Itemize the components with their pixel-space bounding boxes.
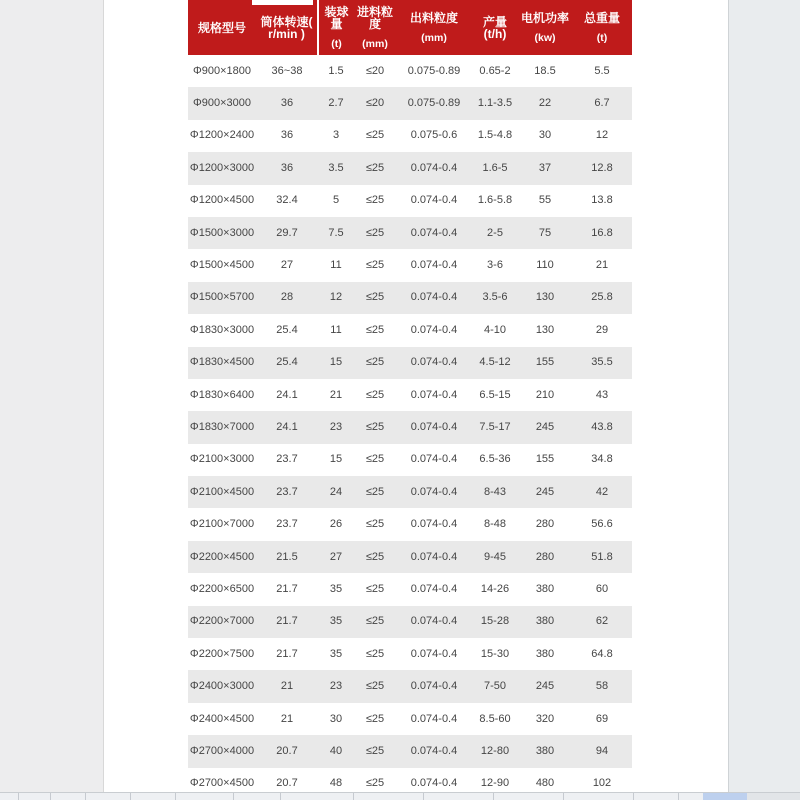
table-cell: 94	[595, 744, 609, 757]
scroll-highlight-segment	[703, 793, 747, 800]
table-cell: Φ2400×3000	[189, 680, 255, 693]
table-row	[188, 735, 632, 767]
table-cell: Φ2700×4500	[189, 777, 255, 790]
table-cell: 0.074-0.4	[410, 550, 458, 563]
table-cell: 0.074-0.4	[410, 356, 458, 369]
table-cell: 9-45	[483, 550, 507, 563]
table-cell: 3-6	[487, 259, 503, 272]
table-cell: 0.074-0.4	[410, 291, 458, 304]
table-cell: 0.65-2	[479, 64, 511, 77]
grid-tick	[563, 793, 564, 800]
table-cell: ≤25	[365, 226, 385, 239]
table-row	[188, 573, 632, 605]
table-cell: 36	[280, 129, 294, 142]
table-row	[188, 185, 632, 217]
table-cell: 0.074-0.4	[410, 485, 458, 498]
table-cell: 25.8	[591, 291, 613, 304]
table-cell: 36~38	[271, 64, 303, 77]
column-header-unit: (t)	[596, 31, 608, 44]
column-header-label: 出料粒度	[409, 10, 458, 25]
table-cell: 12.8	[591, 161, 613, 174]
table-cell: 21.7	[276, 615, 298, 628]
right-page-margin	[728, 0, 800, 793]
table-cell: 16.8	[591, 226, 613, 239]
table-cell: 0.074-0.4	[410, 323, 458, 336]
table-cell: ≤25	[365, 615, 385, 628]
table-row	[188, 670, 632, 702]
table-cell: 24	[329, 485, 343, 498]
table-cell: 7.5-17	[479, 420, 511, 433]
table-cell: 32.4	[276, 194, 298, 207]
table-cell: 28	[280, 291, 294, 304]
header-top-notch	[252, 0, 313, 5]
table-cell: 40	[329, 744, 343, 757]
table-cell: 35	[329, 582, 343, 595]
table-cell: 64.8	[591, 647, 613, 660]
table-cell: 29	[595, 323, 609, 336]
table-cell: 0.075-0.89	[407, 64, 461, 77]
table-cell: 11	[330, 259, 342, 272]
table-cell: ≤25	[365, 680, 385, 693]
grid-tick	[633, 793, 634, 800]
table-row	[188, 444, 632, 476]
table-cell: 4.5-12	[479, 356, 511, 369]
table-cell: 36	[280, 161, 294, 174]
column-header-4	[396, 0, 472, 55]
table-row	[188, 152, 632, 184]
table-cell: 21	[595, 259, 609, 272]
table-row	[188, 314, 632, 346]
table-cell: 6.5-36	[479, 453, 511, 466]
table-cell: 102	[592, 777, 612, 790]
table-cell: 280	[535, 518, 555, 531]
table-cell: 11	[330, 323, 342, 336]
grid-tick	[353, 793, 354, 800]
table-cell: 35	[329, 647, 343, 660]
table-cell: 30	[329, 712, 343, 725]
table-cell: 3.5	[328, 161, 344, 174]
table-cell: 380	[535, 615, 555, 628]
table-row	[188, 606, 632, 638]
table-cell: 8-43	[483, 485, 507, 498]
table-cell: 35.5	[591, 356, 613, 369]
table-cell: 7-50	[483, 680, 507, 693]
table-cell: Φ900×1800	[192, 64, 252, 77]
table-cell: 20.7	[276, 744, 298, 757]
table-cell: 480	[535, 777, 555, 790]
table-cell: 0.074-0.4	[410, 680, 458, 693]
table-row	[188, 217, 632, 249]
grid-tick	[233, 793, 234, 800]
table-cell: 23.7	[276, 518, 298, 531]
table-cell: Φ1500×3000	[189, 226, 255, 239]
table-cell: 43	[595, 388, 609, 401]
table-cell: 15-30	[480, 647, 510, 660]
table-cell: Φ2400×4500	[189, 712, 255, 725]
table-cell: 130	[535, 323, 555, 336]
table-cell: 23.7	[276, 453, 298, 466]
table-cell: 62	[595, 615, 609, 628]
table-cell: 0.074-0.4	[410, 647, 458, 660]
table-cell: Φ2200×7500	[189, 647, 255, 660]
grid-tick	[18, 793, 19, 800]
column-header-label: 总重量	[583, 10, 620, 25]
table-cell: 36	[280, 97, 294, 110]
table-cell: 12	[595, 129, 609, 142]
column-header-3	[354, 0, 396, 55]
table-cell: 26	[329, 518, 343, 531]
table-cell: 35	[329, 615, 343, 628]
table-cell: 1.1-3.5	[477, 97, 513, 110]
table-cell: ≤20	[365, 97, 385, 110]
table-cell: Φ1830×7000	[189, 420, 255, 433]
grid-tick	[423, 793, 424, 800]
table-cell: 0.074-0.4	[410, 259, 458, 272]
table-cell: ≤25	[365, 777, 385, 790]
table-cell: 60	[595, 582, 609, 595]
table-cell: 130	[535, 291, 555, 304]
column-header-unit: (mm)	[362, 37, 388, 50]
table-cell: 5	[332, 194, 340, 207]
table-cell: 1.5	[328, 64, 344, 77]
table-cell: ≤25	[365, 485, 385, 498]
grid-tick	[50, 793, 51, 800]
table-cell: 69	[595, 712, 609, 725]
table-row	[188, 508, 632, 540]
grid-tick	[175, 793, 176, 800]
table-cell: ≤25	[365, 259, 385, 272]
table-row	[188, 87, 632, 119]
column-header-label: 规格型号	[197, 20, 246, 35]
table-cell: 15	[329, 453, 343, 466]
table-cell: 8-48	[483, 518, 507, 531]
table-cell: Φ2200×4500	[189, 550, 255, 563]
table-cell: ≤25	[365, 582, 385, 595]
table-cell: 29.7	[276, 226, 298, 239]
table-cell: ≤25	[365, 744, 385, 757]
table-cell: 15-28	[480, 615, 510, 628]
table-cell: Φ1200×3000	[189, 161, 255, 174]
table-cell: ≤25	[365, 323, 385, 336]
column-header-label: 电机功率	[520, 10, 569, 25]
table-cell: 2-5	[487, 226, 503, 239]
table-cell: 75	[538, 226, 552, 239]
table-cell: 0.074-0.4	[410, 453, 458, 466]
table-cell: Φ1830×6400	[189, 388, 255, 401]
header-row	[188, 0, 632, 55]
spec-table	[188, 0, 632, 800]
table-cell: ≤20	[365, 64, 385, 77]
column-header-5	[472, 0, 518, 55]
table-cell: 7.5	[328, 226, 344, 239]
table-cell: 22	[538, 97, 552, 110]
table-cell: Φ2200×7000	[189, 615, 255, 628]
table-cell: 55	[538, 194, 552, 207]
column-header-0	[188, 0, 256, 55]
table-cell: 0.074-0.4	[410, 582, 458, 595]
column-header-label: 进料粒度	[356, 4, 393, 31]
table-cell: 210	[535, 388, 555, 401]
table-cell: 56.6	[591, 518, 613, 531]
table-cell: 21	[280, 712, 294, 725]
table-cell: Φ1200×4500	[189, 194, 255, 207]
table-cell: 15	[329, 356, 343, 369]
table-cell: 0.075-0.89	[407, 97, 461, 110]
table-cell: ≤25	[365, 388, 385, 401]
table-cell: 0.074-0.4	[410, 615, 458, 628]
column-header-label: 产量(t/h)	[482, 14, 507, 41]
grid-tick	[280, 793, 281, 800]
table-cell: 245	[535, 485, 555, 498]
table-cell: Φ1500×4500	[189, 259, 255, 272]
table-cell: ≤25	[365, 518, 385, 531]
table-cell: 245	[535, 680, 555, 693]
column-header-unit: (kw)	[534, 31, 556, 44]
table-cell: 14-26	[480, 582, 510, 595]
table-cell: 27	[280, 259, 294, 272]
table-cell: 0.075-0.6	[410, 129, 458, 142]
table-cell: 51.8	[591, 550, 613, 563]
table-cell: 280	[535, 550, 555, 563]
table-cell: 1.5-4.8	[477, 129, 513, 142]
table-cell: 2.7	[328, 97, 344, 110]
table-cell: 42	[595, 485, 609, 498]
spec-table-body	[188, 55, 632, 800]
table-cell: 320	[535, 712, 555, 725]
table-cell: 34.8	[591, 453, 613, 466]
table-cell: 4-10	[483, 323, 507, 336]
table-cell: 23.7	[276, 485, 298, 498]
table-cell: 48	[329, 777, 343, 790]
table-cell: 5.5	[594, 64, 610, 77]
table-cell: 155	[535, 453, 555, 466]
table-cell: Φ2100×3000	[189, 453, 255, 466]
table-cell: 23	[329, 420, 343, 433]
table-cell: 21	[280, 680, 294, 693]
table-cell: ≤25	[365, 550, 385, 563]
table-cell: 6.7	[594, 97, 610, 110]
table-cell: Φ1200×2400	[189, 129, 255, 142]
table-row	[188, 411, 632, 443]
grid-tick	[493, 793, 494, 800]
table-cell: ≤25	[365, 194, 385, 207]
table-cell: 21.5	[276, 550, 298, 563]
table-cell: 25.4	[276, 356, 298, 369]
column-header-1	[256, 0, 318, 55]
table-cell: Φ1500×5700	[189, 291, 255, 304]
column-header-7	[572, 0, 632, 55]
bottom-strip-right-segment	[747, 793, 800, 800]
column-header-unit: (t)	[331, 37, 342, 50]
table-row	[188, 379, 632, 411]
table-cell: 24.1	[276, 420, 298, 433]
column-header-6	[518, 0, 572, 55]
table-cell: Φ1830×3000	[189, 323, 255, 336]
column-header-label: 筒体转速( r/min )	[260, 14, 313, 41]
column-header-label: 装球量	[324, 4, 349, 31]
table-cell: Φ900×3000	[192, 97, 252, 110]
table-row	[188, 282, 632, 314]
table-cell: 13.8	[591, 194, 613, 207]
table-cell: Φ2100×7000	[189, 518, 255, 531]
column-header-unit: (mm)	[421, 31, 447, 44]
table-cell: 155	[535, 356, 555, 369]
table-row	[188, 703, 632, 735]
table-row	[188, 55, 632, 87]
table-cell: 8.5-60	[479, 712, 511, 725]
table-cell: ≤25	[365, 453, 385, 466]
table-cell: 3	[332, 129, 340, 142]
table-cell: 24.1	[276, 388, 298, 401]
grid-tick	[678, 793, 679, 800]
grid-tick	[130, 793, 131, 800]
spec-table-head	[188, 0, 632, 55]
table-row	[188, 249, 632, 281]
table-cell: Φ2700×4000	[189, 744, 255, 757]
table-cell: 0.074-0.4	[410, 777, 458, 790]
table-cell: 380	[535, 647, 555, 660]
grid-tick	[85, 793, 86, 800]
column-header-2	[318, 0, 354, 55]
table-cell: 6.5-15	[479, 388, 511, 401]
table-cell: ≤25	[365, 291, 385, 304]
table-row	[188, 120, 632, 152]
table-cell: 0.074-0.4	[410, 194, 458, 207]
table-cell: ≤25	[365, 161, 385, 174]
table-cell: 27	[329, 550, 343, 563]
left-page-margin	[0, 0, 104, 793]
table-cell: 0.074-0.4	[410, 744, 458, 757]
table-cell: 21.7	[276, 582, 298, 595]
table-cell: Φ1830×4500	[189, 356, 255, 369]
table-cell: Φ2100×4500	[189, 485, 255, 498]
table-row	[188, 541, 632, 573]
table-cell: 20.7	[276, 777, 298, 790]
table-cell: ≤25	[365, 420, 385, 433]
table-cell: 0.074-0.4	[410, 712, 458, 725]
table-cell: 25.4	[276, 323, 298, 336]
table-cell: 43.8	[591, 420, 613, 433]
table-row	[188, 347, 632, 379]
table-cell: 0.074-0.4	[410, 388, 458, 401]
table-cell: 23	[329, 680, 343, 693]
table-cell: 245	[535, 420, 555, 433]
table-cell: 380	[535, 582, 555, 595]
table-cell: ≤25	[365, 712, 385, 725]
table-cell: 21.7	[276, 647, 298, 660]
table-cell: 12	[329, 291, 343, 304]
bottom-grid-strip	[0, 792, 800, 800]
table-cell: 0.074-0.4	[410, 518, 458, 531]
table-cell: 30	[538, 129, 552, 142]
table-cell: ≤25	[365, 647, 385, 660]
table-row	[188, 476, 632, 508]
table-cell: 18.5	[534, 64, 556, 77]
table-cell: 0.074-0.4	[410, 226, 458, 239]
table-cell: ≤25	[365, 356, 385, 369]
table-cell: Φ2200×6500	[189, 582, 255, 595]
table-cell: 380	[535, 744, 555, 757]
table-cell: 21	[329, 388, 343, 401]
table-cell: 1.6-5	[482, 161, 508, 174]
table-cell: 58	[595, 680, 609, 693]
table-cell: ≤25	[365, 129, 385, 142]
table-cell: 3.5-6	[482, 291, 508, 304]
table-cell: 1.6-5.8	[477, 194, 513, 207]
table-cell: 12-90	[480, 777, 510, 790]
table-cell: 110	[536, 259, 554, 272]
table-cell: 37	[538, 161, 552, 174]
table-row	[188, 638, 632, 670]
table-cell: 0.074-0.4	[410, 420, 458, 433]
table-cell: 0.074-0.4	[410, 161, 458, 174]
table-cell: 12-80	[480, 744, 510, 757]
